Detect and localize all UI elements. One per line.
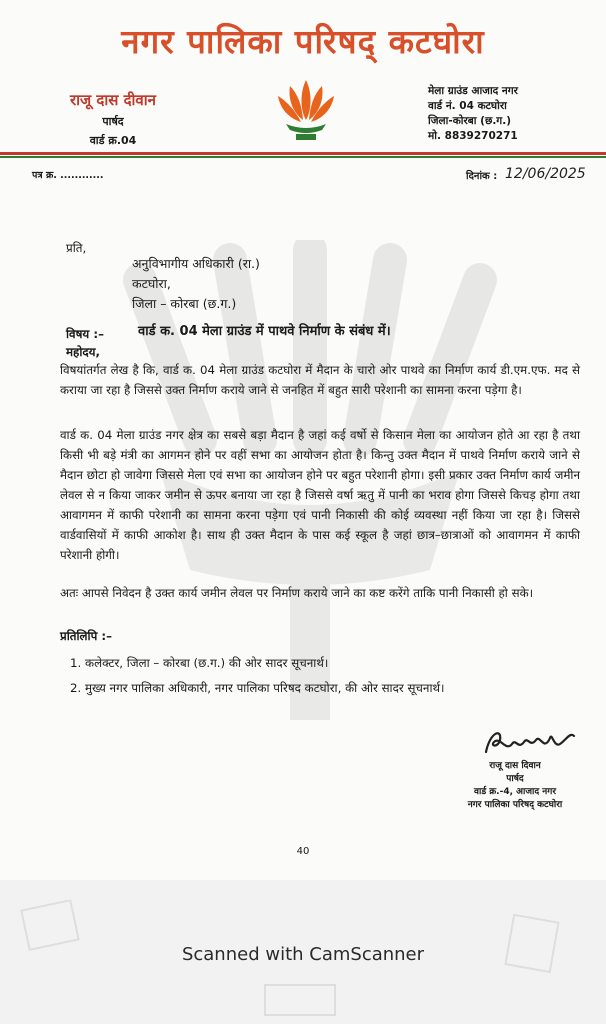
signatory-ward: वार्ड क्र.-4, आजाद नगर <box>473 787 557 797</box>
date-label: दिनांक : <box>466 171 498 182</box>
paragraph: अतः आपसे निवेदन है उक्त कार्य जमीन लेवल पर निर्माण कराये जाने का कष्ट करेंगे ताकि पानी निकासी हो सके। <box>60 586 534 600</box>
office-address <box>428 84 588 144</box>
signatory-body: नगर पालिका परिषद् कटघोरा <box>467 800 563 810</box>
to-label: प्रति, <box>66 241 87 255</box>
councillor-info <box>48 90 178 148</box>
salutation: महोदय, <box>66 345 100 359</box>
subject-label: विषय :– <box>66 327 104 341</box>
scanner-watermark-text: Scanned with CamScanner <box>181 944 425 965</box>
lotus-icon <box>276 76 336 148</box>
page-number: 40 <box>296 846 310 857</box>
phone-number: मो. 8839270271 <box>428 130 518 142</box>
letterhead-title: नगर पालिका परिषद् कटघोरा <box>121 22 485 61</box>
address-line-2: वार्ड नं. 04 कटघोरा <box>428 100 507 112</box>
address-line-3: जिला-कोरबा (छ.ग.) <box>428 115 512 127</box>
signatory-name: राजू दास दिवान <box>489 761 541 771</box>
addressee <box>132 254 260 314</box>
handwritten-signature <box>480 722 580 762</box>
addressee-line: जिला – कोरबा (छ.ग.) <box>132 296 237 311</box>
copy-label: प्रतिलिपि :– <box>60 629 113 643</box>
address-line-1: मेला ग्राउंड आजाद नगर <box>428 85 518 97</box>
subject-text: वार्ड क. 04 मेला ग्राउंड में पाथवे निर्माण के संबंध में। <box>138 324 391 339</box>
councillor-name: राजू दास दीवान <box>70 91 156 109</box>
paragraph: वार्ड क. 04 मेला ग्राउंड नगर क्षेत्र का सबसे बड़ा मैदान है जहां कई वर्षो से किसान मेला का आयोजन होते आ रहा है तथा किसी भी बड़े मंत्री का आगमन होने पर वहीं सभा का आयोजन होता है। किन्तु उक्त मैदान में पाथवे निर्माण कराये जाने से मैदान छोटा हो जावेगा जिससे मेला एवं सभा का आयोजन होने पर बहुत परेशानी होगा। इसी प्रकार उक्त निर्माण कार्य जमीन लेवल से न किया जाकर जमीन से ऊपर बनाया जा रहा है जिससे वर्षा ऋतु में पानी का भराव होगा जिससे किचड़ होगा तथा आवागमन में काफी परेशानी का सामना करना पड़ेगा एवं पानी निकासी की कोई व्यवस्था नहीं किया जा रहा है। जिससे वार्डवासियों में काफी आकोश है। साथ ही उक्त मैदान के पास कई स्कूल है जहां छात्र–छात्राओं को आवागमन में काफी परेशानी होगी। <box>60 428 580 562</box>
letter-number: पत्र क्र. ............ <box>32 170 104 181</box>
header-divider-red <box>0 152 606 155</box>
copy-item: 1. कलेक्टर, जिला – कोरबा (छ.ग.) की ओर सादर सूचनार्थ। <box>70 656 329 670</box>
document-pattern-icon <box>260 980 350 1020</box>
copy-item: 2. मुख्य नगर पालिका अधिकारी, नगर पालिका परिषद कटघोरा, की ओर सादर सूचनार्थ। <box>70 681 445 695</box>
header-divider-green <box>0 156 606 158</box>
signature-block <box>440 760 590 812</box>
date-value: 12/06/2025 <box>505 166 586 182</box>
signatory-designation: पार्षद <box>506 774 524 784</box>
addressee-line: अनुविभागीय अधिकारी (रा.) <box>132 256 260 271</box>
addressee-line: कटघोरा, <box>132 276 171 291</box>
councillor-ward: वार्ड क्र.04 <box>89 134 137 147</box>
councillor-designation: पार्षद <box>102 115 124 128</box>
paragraph: विषयांतर्गत लेख है कि, वार्ड क. 04 मेला ग्राउंड कटघोरा में मैदान के चारो ओर पाथवे का निर्माण कार्य डी.एम.एफ. मद से कराया जा रहा है जिससे उक्त निर्माण कराये जाने से जनहित में बहुत सारी परेशानी का सामना करना पड़ेगा है। <box>60 363 580 397</box>
